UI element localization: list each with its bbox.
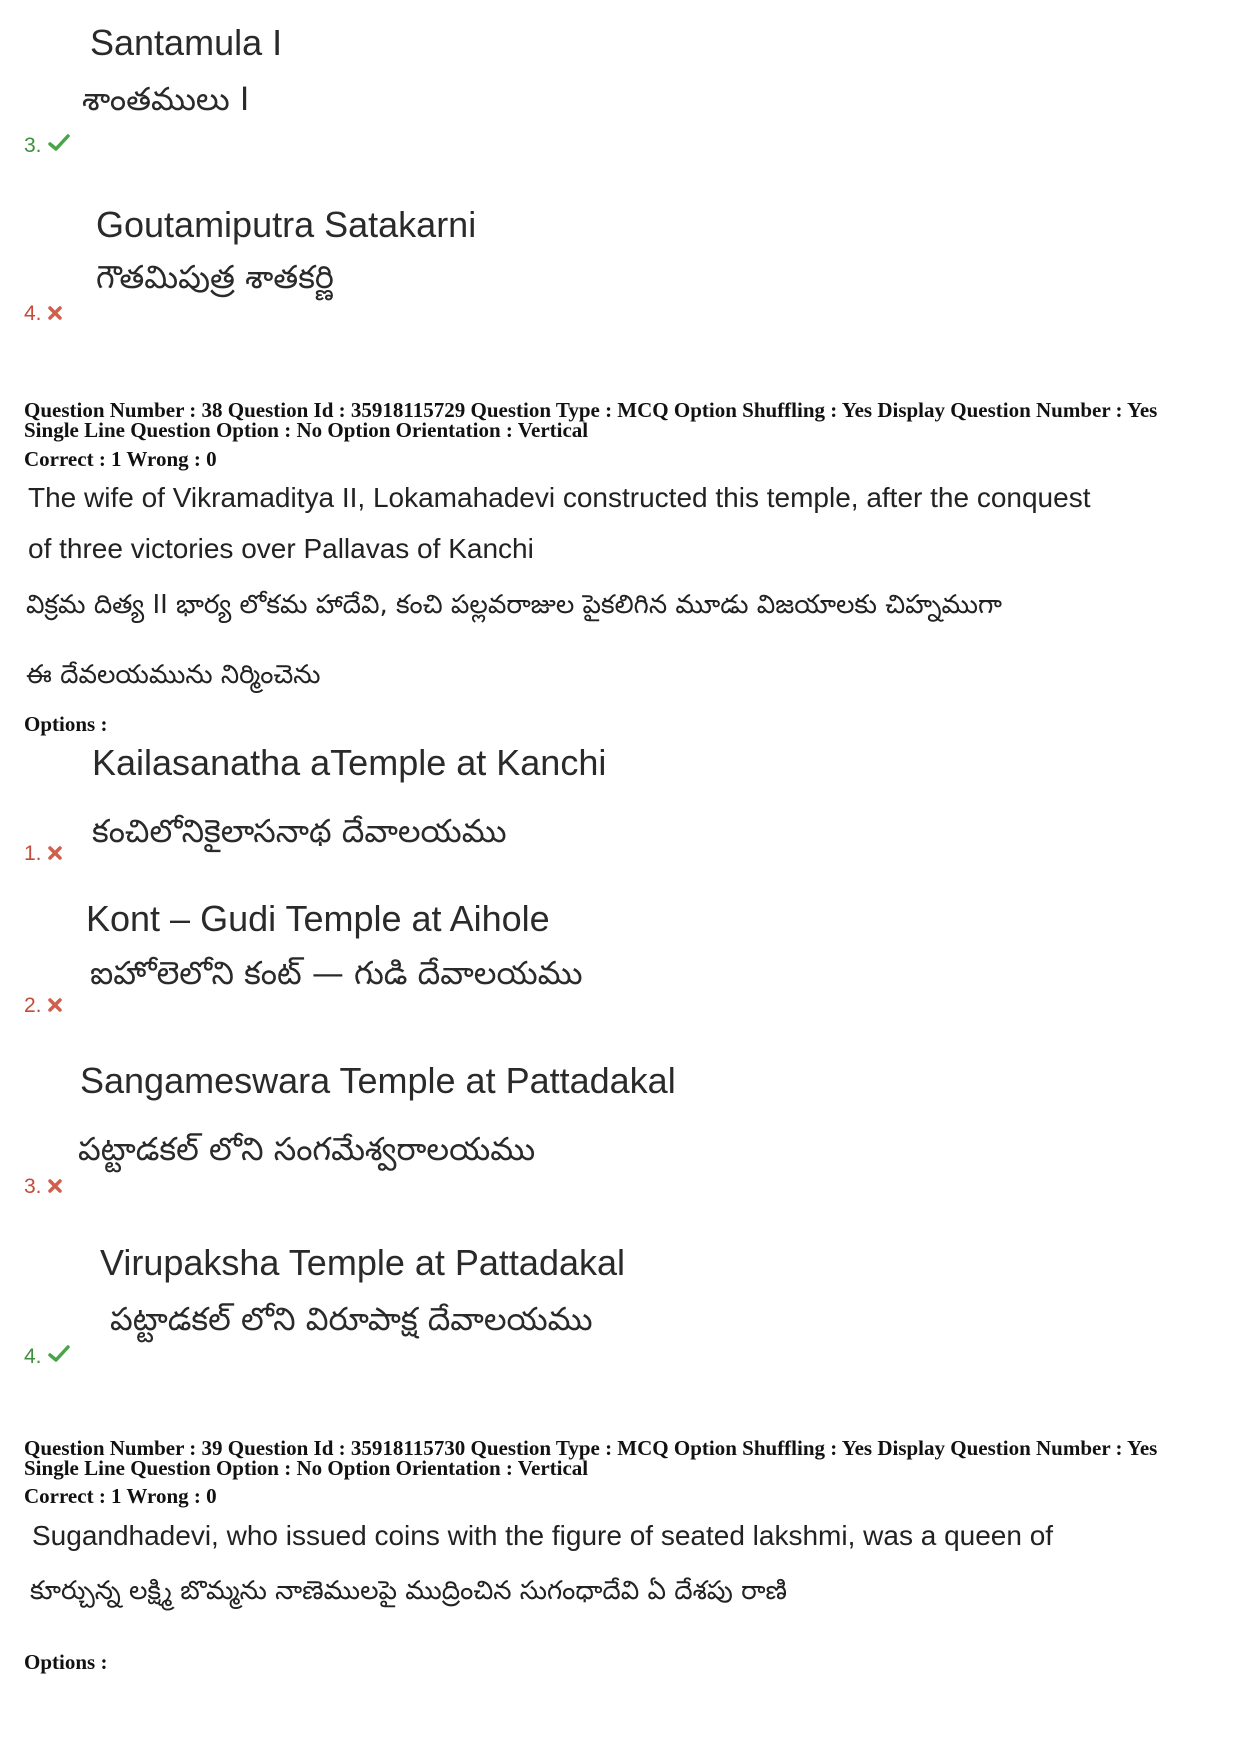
check-icon	[48, 1345, 70, 1369]
option-number: 4.	[24, 1345, 42, 1368]
q38-option-2-en: Kont – Gudi Temple at Aihole	[86, 898, 550, 939]
prev-option-3-marker	[24, 134, 70, 158]
q38-option-4-marker	[24, 1345, 70, 1369]
q38-option-3-en: Sangameswara Temple at Pattadakal	[80, 1060, 676, 1101]
check-icon	[48, 134, 70, 158]
option-number: 3.	[24, 1175, 42, 1198]
option-number: 3.	[24, 134, 42, 157]
prev-option-4-te: గౌతమిపుత్ర శాతకర్ణి	[96, 258, 334, 296]
cross-icon	[48, 994, 62, 1018]
prev-option-4-en: Goutamiputra Satakarni	[96, 204, 477, 245]
q38-option-2-te: ఐహోలెలోని కంట్ — గుడి దేవాలయము	[90, 954, 583, 992]
prev-option-3-en: Santamula I	[90, 22, 283, 63]
q38-options-label: Options :	[24, 712, 108, 736]
q38-text-te-1: విక్రమ దిత్య II భార్య లోకమ హాదేవి, కంచి పల్లవరాజుల పైకలిగిన మూడు విజయాలకు చిహ్నముగా	[26, 590, 1002, 620]
prev-option-4-marker	[24, 302, 62, 326]
q39-text-te-1: కూర్చున్న లక్ష్మి బొమ్మను నాణెములపై ముద్రించిన సుగంధాదేవి ఏ దేశపు రాణి	[30, 1576, 787, 1606]
q38-text-te-2: ఈ దేవలయమును నిర్మించెను	[26, 660, 321, 690]
cross-icon	[48, 1175, 62, 1199]
q39-options-label: Options :	[24, 1650, 108, 1674]
q39-marks: Correct : 1 Wrong : 0	[24, 1484, 217, 1508]
cross-icon	[48, 842, 62, 866]
q38-option-3-te: పట్టాడకల్ లోని సంగమేశ్వరాలయము	[78, 1130, 536, 1168]
q38-text-en-1: The wife of Vikramaditya II, Lokamahadevi constructed this temple, after the conquest	[28, 482, 1091, 513]
q38-text-en-2: of three victories over Pallavas of Kanchi	[28, 533, 534, 564]
q39-meta-line2: Single Line Question Option : No Option Orientation : Vertical	[24, 1456, 589, 1480]
q38-option-3-marker	[24, 1175, 62, 1199]
q38-option-4-en: Virupaksha Temple at Pattadakal	[100, 1242, 626, 1283]
q39-meta-line1: Question Number : 39 Question Id : 35918115730 Question Type : MCQ Option Shuffling : Yes Display Question Number : Yes	[24, 1436, 1158, 1460]
cross-icon	[48, 302, 62, 326]
q38-option-1-marker	[24, 842, 62, 866]
option-number: 4.	[24, 302, 42, 325]
q38-option-1-en: Kailasanatha aTemple at Kanchi	[92, 742, 607, 783]
q38-option-1-te: కంచిలోనికైలాసనాథ దేవాలయము	[92, 812, 507, 850]
prev-option-3-te: శాంతములు I	[82, 80, 250, 118]
option-number: 2.	[24, 994, 42, 1017]
q38-marks: Correct : 1 Wrong : 0	[24, 447, 217, 471]
q38-meta-line1: Question Number : 38 Question Id : 35918115729 Question Type : MCQ Option Shuffling : Yes Display Question Number : Yes	[24, 398, 1158, 422]
q39-text-en-1: Sugandhadevi, who issued coins with the figure of seated lakshmi, was a queen of	[32, 1520, 1054, 1551]
option-number: 1.	[24, 842, 42, 865]
q38-option-4-te: పట్టాడకల్ లోని విరూపాక్ష దేవాలయము	[110, 1300, 593, 1338]
q38-meta-line2: Single Line Question Option : No Option Orientation : Vertical	[24, 418, 589, 442]
q38-option-2-marker	[24, 994, 62, 1018]
